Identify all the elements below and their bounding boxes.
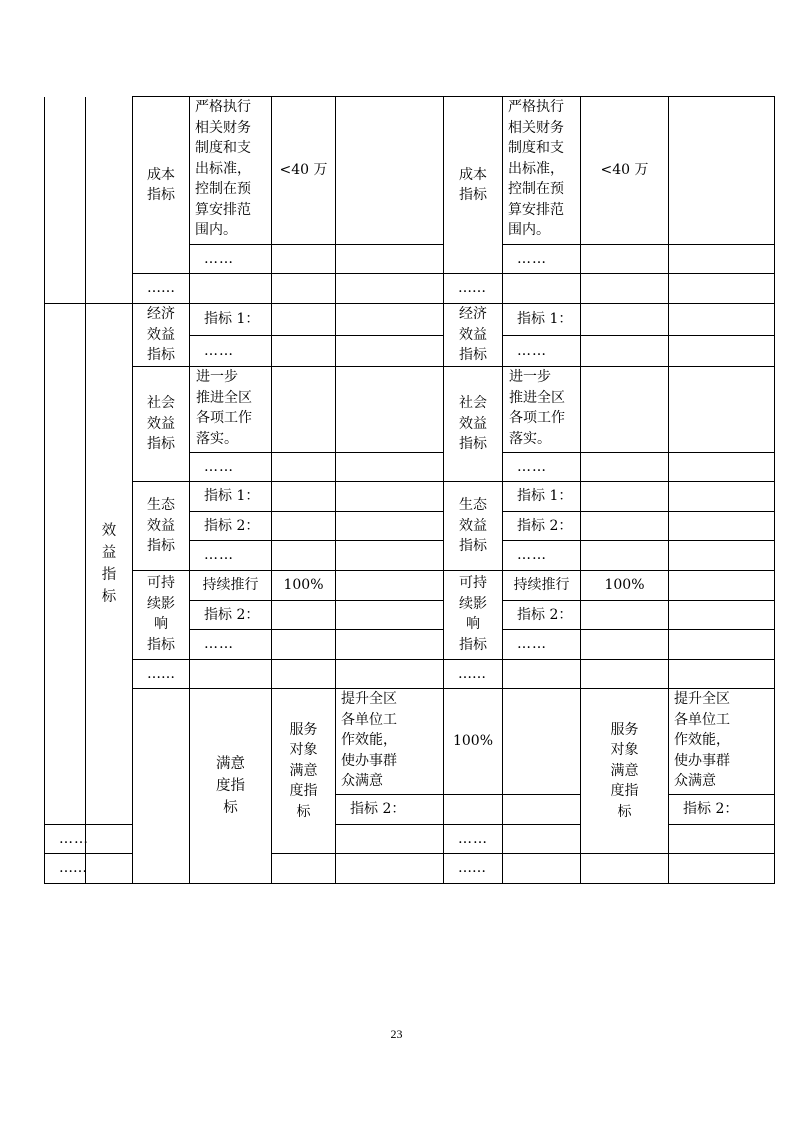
empty-cell <box>581 854 669 884</box>
outer-category-cell <box>133 689 190 884</box>
empty-cell <box>272 854 336 884</box>
eco-benefit-label: 生态 效益 指标 <box>133 482 190 571</box>
service-indicator-2: 指标 2： <box>336 795 444 825</box>
empty-cell <box>669 367 775 453</box>
empty-cell <box>669 601 775 630</box>
empty-cell <box>581 601 669 630</box>
eco-indicator-1: 指标 1： <box>190 482 272 512</box>
sustain-value-2: 100% <box>581 571 669 601</box>
ellipsis-cell: …… <box>503 336 581 367</box>
empty-cell <box>503 274 581 304</box>
empty-cell <box>669 571 775 601</box>
empty-cell <box>336 304 444 336</box>
outer-category-cell <box>45 97 86 304</box>
ellipsis-cell: …… <box>190 336 272 367</box>
cost-indicator-desc-2: 严格执行 相关财务 制度和支 出标准， 控制在预 算安排范 围内。 <box>503 97 581 245</box>
page-number: 23 <box>390 1027 403 1041</box>
empty-cell <box>581 336 669 367</box>
empty-cell <box>272 601 336 630</box>
empty-cell <box>581 541 669 571</box>
empty-cell <box>503 689 581 795</box>
empty-cell <box>336 825 444 854</box>
social-benefit-label: 社会 效益 指标 <box>133 367 190 482</box>
outer-category-cell <box>45 304 86 825</box>
table-row <box>45 571 775 601</box>
empty-cell <box>669 825 775 854</box>
empty-cell <box>336 630 444 660</box>
empty-cell <box>336 453 444 482</box>
empty-cell <box>272 245 336 274</box>
empty-cell <box>669 541 775 571</box>
service-satisfaction-value: 100% <box>444 689 503 795</box>
ellipsis-cell: …… <box>503 630 581 660</box>
service-indicator-2-2: 指标 2： <box>669 795 775 825</box>
economic-benefit-label: 经济 效益 指标 <box>133 304 190 367</box>
empty-cell <box>272 336 336 367</box>
empty-cell <box>336 274 444 304</box>
empty-cell <box>336 541 444 571</box>
empty-cell <box>336 336 444 367</box>
ellipsis-cell: …… <box>444 825 503 854</box>
eco-benefit-label-2: 生态 效益 指标 <box>444 482 503 571</box>
empty-cell <box>669 274 775 304</box>
empty-cell <box>336 512 444 541</box>
empty-cell <box>336 97 444 245</box>
sustain-value: 100% <box>272 571 336 601</box>
eco-indicator-2: 指标 2： <box>190 512 272 541</box>
performance-table-container <box>44 96 775 884</box>
benefit-category-label: 效 益 指 标 <box>86 304 133 825</box>
table-row <box>45 274 775 304</box>
ellipsis-cell: …… <box>190 453 272 482</box>
service-satisfaction-label-2: 服务 对象 满意 度指 标 <box>581 689 669 854</box>
empty-cell <box>669 854 775 884</box>
table-row <box>45 660 775 689</box>
empty-cell <box>503 660 581 689</box>
empty-cell <box>272 482 336 512</box>
empty-cell <box>336 660 444 689</box>
empty-cell <box>669 97 775 245</box>
empty-cell <box>272 630 336 660</box>
economic-indicator-1-2: 指标 1： <box>503 304 581 336</box>
eco-indicator-2-2: 指标 2： <box>503 512 581 541</box>
empty-cell <box>581 512 669 541</box>
sustain-label-2: 可持 续影 响 指标 <box>444 571 503 660</box>
ellipsis-cell: …… <box>190 541 272 571</box>
service-satisfaction-desc: 提升全区 各单位工 作效能， 使办事群 众满意 <box>336 689 444 795</box>
empty-cell <box>669 630 775 660</box>
empty-cell <box>336 482 444 512</box>
empty-cell <box>581 453 669 482</box>
empty-cell <box>669 660 775 689</box>
cost-indicator-desc: 严格执行 相关财务 制度和支 出标准， 控制在预 算安排范 围内。 <box>190 97 272 245</box>
cost-indicator-value-2: <40 万 <box>581 97 669 245</box>
satisfaction-category-label: 满意 度指 标 <box>190 689 272 884</box>
empty-cell <box>336 245 444 274</box>
ellipsis-cell: …… <box>503 245 581 274</box>
table-row <box>45 482 775 512</box>
ellipsis-cell: …… <box>503 453 581 482</box>
empty-cell <box>272 541 336 571</box>
ellipsis-cell: …… <box>444 854 503 884</box>
empty-cell <box>86 854 133 884</box>
empty-cell <box>581 660 669 689</box>
economic-benefit-label-2: 经济 效益 指标 <box>444 304 503 367</box>
table-row <box>45 97 775 245</box>
empty-cell <box>669 482 775 512</box>
service-satisfaction-desc-2: 提升全区 各单位工 作效能， 使办事群 众满意 <box>669 689 775 795</box>
empty-cell <box>190 660 272 689</box>
sustain-indicator-1-2: 持续推行 <box>503 571 581 601</box>
sustain-indicator-1: 持续推行 <box>190 571 272 601</box>
empty-cell <box>581 274 669 304</box>
ellipsis-cell: …… <box>444 660 503 689</box>
eco-indicator-1-2: 指标 1： <box>503 482 581 512</box>
empty-cell <box>272 304 336 336</box>
cost-indicator-value: <40 万 <box>272 97 336 245</box>
empty-cell <box>503 854 581 884</box>
empty-cell <box>272 512 336 541</box>
empty-cell <box>581 630 669 660</box>
social-benefit-desc-2: 进一步 推进全区 各项工作 落实。 <box>503 367 581 453</box>
ellipsis-cell: …… <box>133 274 190 304</box>
ellipsis-cell: …… <box>444 274 503 304</box>
ellipsis-cell: …… <box>133 660 190 689</box>
empty-cell <box>272 367 336 453</box>
empty-cell <box>503 795 581 825</box>
empty-cell <box>669 245 775 274</box>
empty-cell <box>503 825 581 854</box>
ellipsis-cell: …… <box>45 825 86 854</box>
economic-indicator-1: 指标 1： <box>190 304 272 336</box>
sustain-indicator-2-2: 指标 2： <box>503 601 581 630</box>
empty-cell <box>581 304 669 336</box>
performance-indicator-table <box>44 96 775 884</box>
empty-cell <box>669 453 775 482</box>
empty-cell <box>272 660 336 689</box>
empty-cell <box>581 367 669 453</box>
table-row <box>45 304 775 336</box>
sustain-label: 可持 续影 响 指标 <box>133 571 190 660</box>
social-benefit-desc: 进一步 推进全区 各项工作 落实。 <box>190 367 272 453</box>
ellipsis-cell: …… <box>190 630 272 660</box>
ellipsis-cell: …… <box>190 245 272 274</box>
empty-cell <box>336 854 444 884</box>
cost-indicator-label: 成本 指标 <box>133 97 190 274</box>
empty-cell <box>272 274 336 304</box>
sustain-indicator-2: 指标 2： <box>190 601 272 630</box>
empty-cell <box>190 274 272 304</box>
empty-cell <box>669 512 775 541</box>
social-benefit-label-2: 社会 效益 指标 <box>444 367 503 482</box>
ellipsis-cell: …… <box>45 854 86 884</box>
table-row <box>45 367 775 453</box>
cost-indicator-label-2: 成本 指标 <box>444 97 503 274</box>
empty-cell <box>581 245 669 274</box>
empty-cell <box>272 453 336 482</box>
ellipsis-cell: …… <box>503 541 581 571</box>
empty-cell <box>581 482 669 512</box>
empty-cell <box>669 336 775 367</box>
empty-cell <box>336 601 444 630</box>
empty-cell <box>669 304 775 336</box>
empty-cell <box>444 795 503 825</box>
table-row <box>45 689 775 795</box>
empty-cell <box>86 825 133 854</box>
category-cell <box>86 97 133 304</box>
empty-cell <box>336 571 444 601</box>
empty-cell <box>336 367 444 453</box>
service-satisfaction-label: 服务 对象 满意 度指 标 <box>272 689 336 854</box>
